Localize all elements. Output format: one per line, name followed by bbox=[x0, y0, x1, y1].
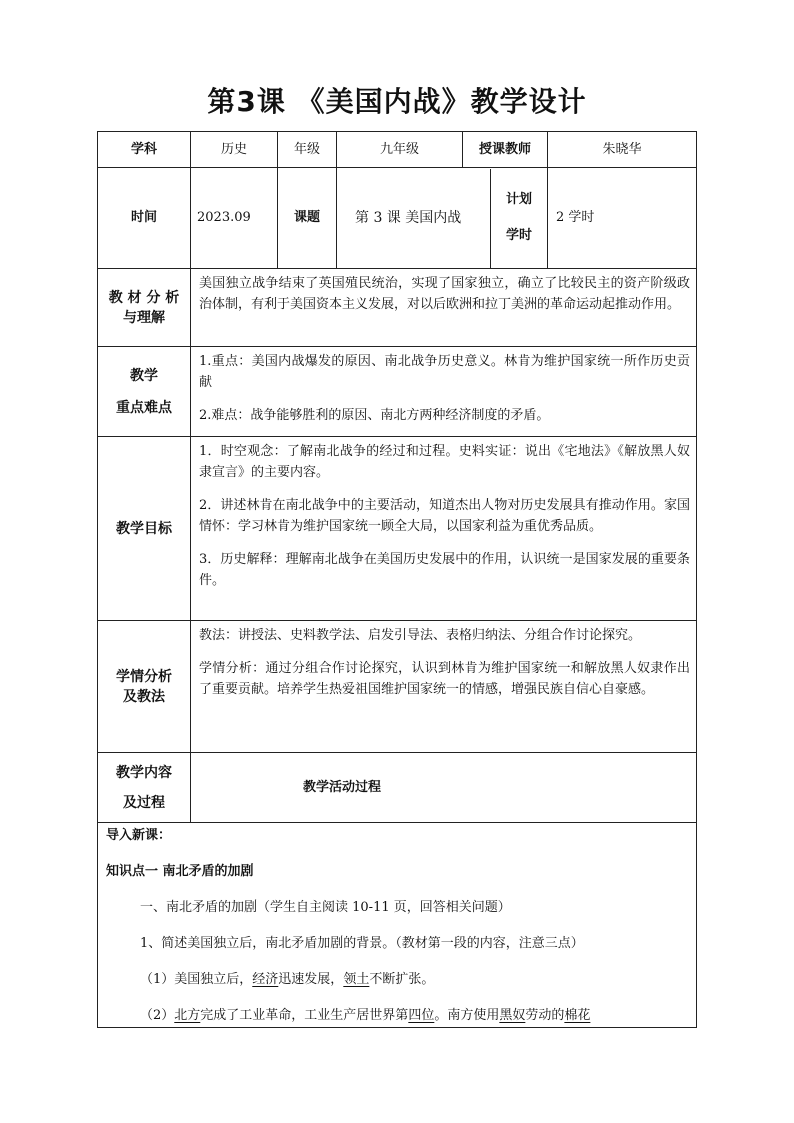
objectives-label: 教学目标 bbox=[98, 437, 191, 621]
key-point-2: 2.难点：战争能够胜利的原因、南北方两种经济制度的矛盾。 bbox=[199, 408, 550, 423]
a2-text-2: 完成了工业革命，工业生产居世界第 bbox=[200, 1008, 409, 1023]
a2-blank-slaves: 黑奴 bbox=[499, 1008, 526, 1023]
time-label: 时间 bbox=[98, 168, 191, 269]
methods-row bbox=[98, 621, 697, 753]
methods-label-line2: 及教法 bbox=[123, 688, 165, 705]
methods-label-line1: 学情分析 bbox=[116, 668, 172, 685]
methods-label bbox=[98, 621, 191, 753]
plan-hours-value: 2 学时 bbox=[548, 168, 697, 269]
teaching-methods: 教法：讲授法、史料教学法、启发引导法、表格归纳法、分组合作讨论探究。 bbox=[199, 628, 642, 643]
learner-analysis: 学情分析：通过分组合作讨论探究，认识到林肯为维护国家统一和解放黑人奴隶作出了重要贡献。培养学生热爱祖国维护国家统一的情感，增强民族自信心自豪感。 bbox=[199, 661, 690, 697]
a1-text-2: 迅速发展， bbox=[278, 972, 344, 987]
plan-label-top: 计划 bbox=[505, 192, 532, 207]
methods-text bbox=[191, 621, 697, 753]
topic-value: 第 3 课 美国内战 bbox=[355, 210, 462, 226]
plan-label-bottom: 学时 bbox=[505, 228, 532, 243]
grade-label: 年级 bbox=[278, 132, 337, 168]
a1-text: （1）美国独立后， bbox=[140, 972, 253, 987]
topic-label: 课题 bbox=[278, 168, 337, 269]
analysis-row bbox=[98, 269, 697, 347]
objective-3: 3．历史解释：理解南北战争在美国历史发展中的作用，认识统一是国家发展的重要条件。 bbox=[199, 552, 690, 588]
teacher-label: 授课教师 bbox=[463, 132, 548, 168]
a2-text: （2） bbox=[140, 1008, 175, 1023]
analysis-paragraph: 美国独立战争结束了英国殖民统治，实现了国家独立，确立了比较民主的资产阶级政治体制，有利于美国资本主义发展，对以后欧洲和拉丁美洲的革命运动起推动作用。 bbox=[199, 276, 690, 312]
a2-text-3: 。南方使用 bbox=[434, 1008, 500, 1023]
process-label-line2: 及过程 bbox=[123, 794, 165, 811]
intro-heading: 导入新课： bbox=[106, 828, 172, 843]
a2-blank-cotton: 棉花 bbox=[564, 1008, 591, 1023]
section-1-heading: 一、南北矛盾的加剧（学生自主阅读 10-11 页，回答相关问题） bbox=[140, 900, 511, 915]
teacher-value: 朱晓华 bbox=[548, 132, 697, 168]
a1-text-3: 不断扩张。 bbox=[369, 972, 435, 987]
answer-line-2 bbox=[106, 1005, 688, 1027]
process-row bbox=[98, 753, 697, 823]
a1-blank-territory: 领土 bbox=[343, 972, 370, 987]
lesson-plan-table bbox=[97, 131, 697, 1028]
analysis-text bbox=[191, 269, 697, 347]
process-label-line1: 教学内容 bbox=[116, 764, 172, 781]
objectives-text bbox=[191, 437, 697, 621]
subject-value: 历史 bbox=[191, 132, 278, 168]
process-label bbox=[98, 753, 191, 823]
a2-blank-fourth: 四位 bbox=[408, 1008, 435, 1023]
analysis-label bbox=[98, 269, 191, 347]
objective-1: 1．时空观念：了解南北战争的经过和过程。史料实证：说出《宅地法》《解放黑人奴隶宣言》的主要内容。 bbox=[199, 444, 690, 480]
objective-2: 2．讲述林肯在南北战争中的主要活动，知道杰出人物对历史发展具有推动作用。家国情怀：学习林肯为维护国家统一顾全大局，以国家利益为重优秀品质。 bbox=[199, 498, 690, 534]
lesson-flow bbox=[98, 823, 697, 1028]
document-title: 第3课 《美国内战》教学设计 bbox=[207, 85, 587, 118]
subject-label: 学科 bbox=[98, 132, 191, 168]
analysis-label-line1: 教 材 分 析 bbox=[108, 289, 180, 306]
process-content-row bbox=[98, 823, 697, 1028]
info-row-2 bbox=[98, 168, 697, 269]
grade-value: 九年级 bbox=[337, 132, 463, 168]
plan-hours-label bbox=[490, 169, 547, 268]
objectives-row bbox=[98, 437, 697, 621]
knowledge-point-1: 知识点一 南北矛盾的加剧 bbox=[106, 864, 254, 879]
a2-text-4: 劳动的 bbox=[525, 1008, 565, 1023]
info-row-1 bbox=[98, 132, 697, 168]
a2-blank-north: 北方 bbox=[174, 1008, 201, 1023]
key-points-label bbox=[98, 347, 191, 437]
process-heading: 教学活动过程 bbox=[191, 753, 697, 823]
time-value: 2023.09 bbox=[191, 168, 278, 269]
key-points-label-line1: 教学 bbox=[130, 367, 158, 384]
answer-line-1 bbox=[106, 969, 688, 991]
a1-blank-economy: 经济 bbox=[252, 972, 279, 987]
key-points-label-line2: 重点难点 bbox=[116, 399, 172, 416]
key-point-1: 1.重点：美国内战爆发的原因、南北战争历史意义。林肯为维护国家统一所作历史贡献 bbox=[199, 354, 690, 390]
key-points-row bbox=[98, 347, 697, 437]
key-points-text bbox=[191, 347, 697, 437]
analysis-label-line2: 与理解 bbox=[123, 309, 165, 326]
question-1: 1、简述美国独立后，南北矛盾加剧的背景。（教材第一段的内容，注意三点） bbox=[140, 936, 584, 951]
